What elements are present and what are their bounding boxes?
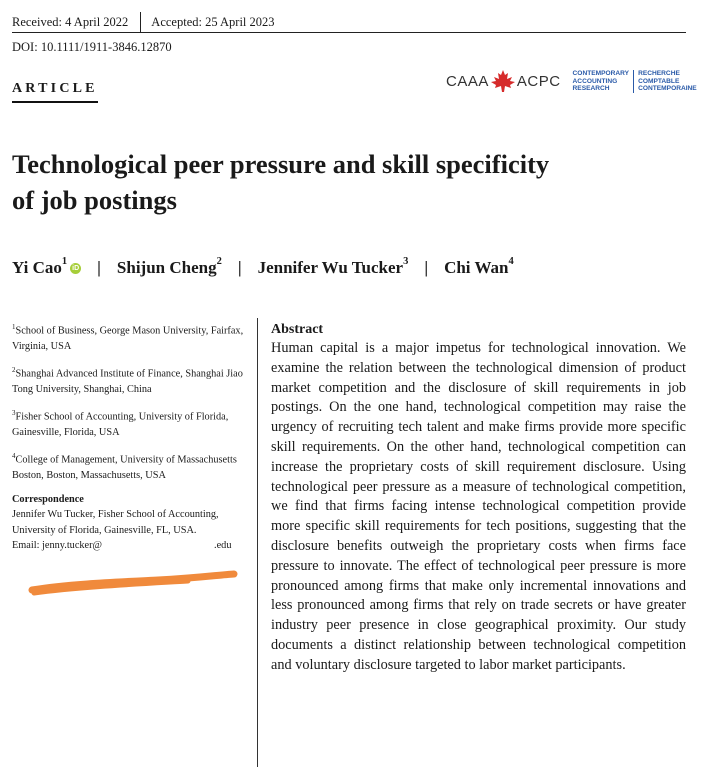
abstract-heading: Abstract: [271, 322, 324, 337]
accepted-date: Accepted: 25 April 2023: [151, 14, 275, 29]
journal-fr-line: CONTEMPORAINE: [638, 85, 697, 93]
affil-text: Fisher School of Accounting, University of Florida, Gainesville, Florida, USA: [12, 411, 229, 438]
affil-text: School of Business, George Mason University, Fairfax, Virginia, USA: [12, 325, 244, 352]
date-divider: [140, 12, 141, 32]
author-name: Jennifer Wu Tucker: [257, 258, 404, 277]
author-1[interactable]: [12, 258, 81, 278]
redaction-mark: [28, 570, 240, 600]
journal-name-fr: [633, 70, 701, 93]
correspondence-body: Jennifer Wu Tucker, Fisher School of Accounting, University of Florida, Gainesville, FL, USA.: [12, 509, 219, 536]
journal-logos: [446, 70, 701, 93]
email-end[interactable]: .edu: [214, 539, 232, 551]
acpc-logo: ACPC: [516, 72, 561, 90]
affil-sup: 3: [12, 409, 16, 418]
affil-sup: 2: [12, 366, 16, 375]
author-affil-sup: 1: [61, 256, 68, 268]
author-name: Chi Wan: [444, 258, 509, 277]
doi[interactable]: DOI: 10.1111/1911-3846.12870: [12, 40, 172, 54]
author-separator: |: [97, 258, 101, 277]
correspondence-heading: Correspondence: [12, 494, 84, 506]
title-line-1: Technological peer pressure and skill specificity: [12, 149, 550, 179]
maple-leaf-icon: [491, 70, 515, 92]
author-affil-sup: 4: [508, 256, 514, 268]
journal-name-logo: [569, 70, 701, 93]
correspondence-email: [12, 538, 247, 553]
title-line-2: of job postings: [12, 185, 177, 215]
journal-en-line: RESEARCH: [572, 85, 610, 93]
abstract-section: [271, 321, 686, 676]
caaa-logo: CAAA: [446, 72, 489, 90]
journal-en-line: CONTEMPORARY: [572, 70, 630, 77]
author-2[interactable]: [117, 258, 222, 278]
author-name: Yi Cao: [12, 258, 62, 277]
paper-title: [12, 146, 652, 218]
received-date: Received: 4 April 2022: [12, 14, 129, 29]
affil-sup: 1: [12, 323, 16, 331]
affil-sup: 4: [12, 452, 16, 461]
column-divider: [257, 318, 258, 767]
email-start[interactable]: jenny.tucker@: [42, 539, 103, 551]
affiliations: [12, 320, 247, 553]
journal-en-line: ACCOUNTING: [572, 77, 618, 85]
publication-dates: [12, 12, 275, 32]
author-3[interactable]: [258, 258, 409, 278]
author-name: Shijun Cheng: [116, 258, 217, 277]
affiliation-4: [12, 449, 247, 483]
affiliation-2: [12, 363, 247, 397]
author-4[interactable]: [444, 258, 514, 278]
orcid-icon[interactable]: iD: [72, 265, 80, 272]
author-affil-sup: 2: [216, 256, 222, 268]
affil-text: Shanghai Advanced Institute of Finance, Shanghai Jiao Tong University, Shanghai, China: [12, 368, 243, 395]
affil-text: College of Management, University of Massachusetts Boston, Boston, Massachusetts, USA: [12, 454, 237, 481]
abstract-text: Human capital is a major impetus for technological innovation. We examine the relation between the technological dimension of product market competition and the disclosure of skill requirements in job postings. On the one hand, technological competition may raise the urgency of recruiting tech talent and make firms provide more specific skill requirements. On the other hand, technological competition can increase the proprietary costs of skill requirement disclosure. Using technological peer pressure as a measure of technological competition, we find that firms facing intense technological competition provide more specific skill requirements for tech positions, suggesting that the disclosure benefits outweigh the proprietary costs when firms face pressure to innovate. The effect of technological peer pressure is more pronounced among firms that make only incremental innovations and less pronounced among firms that rely on trade secrets or have greater industry peer presence in close geographical proximity. Our study documents a distinct relationship between technological competition and voluntary disclosure targeted to labor market participants.: [271, 340, 686, 673]
journal-name-en: [569, 70, 634, 93]
author-separator: |: [424, 258, 429, 277]
author-separator: |: [237, 258, 242, 277]
journal-fr-line: COMPTABLE: [638, 77, 680, 85]
email-label: Email:: [12, 539, 40, 551]
header-rule: [12, 32, 686, 33]
author-affil-sup: 3: [403, 256, 409, 268]
affiliation-1: [12, 320, 247, 354]
affiliation-3: [12, 406, 247, 440]
journal-fr-line: RECHERCHE: [638, 70, 680, 77]
article-type-label: ARTICLE: [12, 81, 98, 103]
author-list: [12, 258, 514, 278]
